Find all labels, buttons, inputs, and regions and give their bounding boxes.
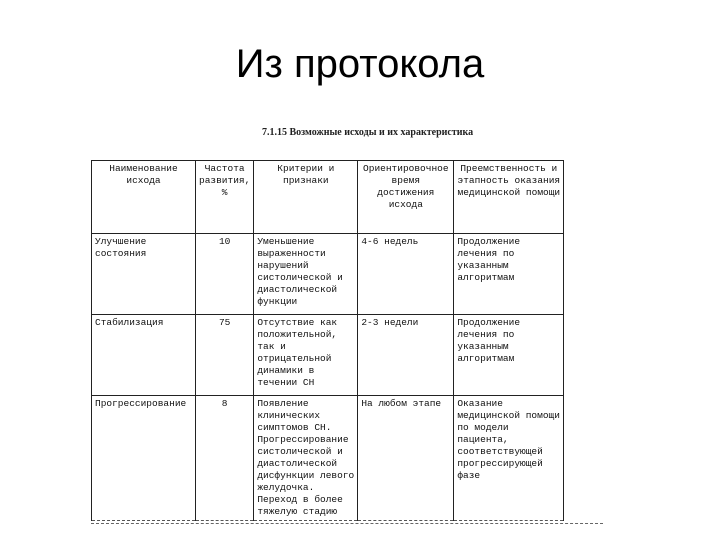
header-continuity: Преемственность и этапность оказания медицинской помощи: [454, 161, 564, 234]
cell-frequency: 75: [196, 315, 254, 396]
cell-continuity: Продолжение лечения по указанным алгоритмам: [454, 315, 564, 396]
cell-time: 4-6 недель: [358, 234, 454, 315]
cell-criteria: Отсутствие как положительной, так и отрицательной динамики в течении СН: [254, 315, 358, 396]
cell-outcome-name: Стабилизация: [92, 315, 196, 396]
cell-time: 2-3 недели: [358, 315, 454, 396]
table-header-row: [92, 161, 564, 234]
cell-criteria: Появление клинических симптомов СН. Прогрессирование систолической и диастолической дисфункции левого желудочка. Переход в более тяжелую стадию: [254, 396, 358, 521]
slide-title: Из протокола: [235, 42, 485, 86]
table-row: [92, 315, 564, 396]
cell-outcome-name: Улучшение состояния: [92, 234, 196, 315]
document-caption: 7.1.15 Возможные исходы и их характеристика: [262, 127, 474, 138]
cell-continuity: Оказание медицинской помощи по модели пациента, соответствующей прогрессирующей фазе: [454, 396, 564, 521]
header-outcome-name: Наименование исхода: [92, 161, 196, 234]
table-row: [92, 396, 564, 521]
cell-frequency: 8: [196, 396, 254, 521]
cell-continuity: Продолжение лечения по указанным алгоритмам: [454, 234, 564, 315]
table-row: [92, 234, 564, 315]
cell-time: На любом этапе: [358, 396, 454, 521]
header-criteria: Критерии и признаки: [254, 161, 358, 234]
page-cut-line: [91, 523, 603, 524]
header-time: Ориентировочное время достижения исхода: [358, 161, 454, 234]
cell-criteria: Уменьшение выраженности нарушений систолической и диастолической функции: [254, 234, 358, 315]
outcomes-table: [91, 160, 564, 521]
header-frequency: Частота развития, %: [196, 161, 254, 234]
cell-frequency: 10: [196, 234, 254, 315]
cell-outcome-name: Прогрессирование: [92, 396, 196, 521]
